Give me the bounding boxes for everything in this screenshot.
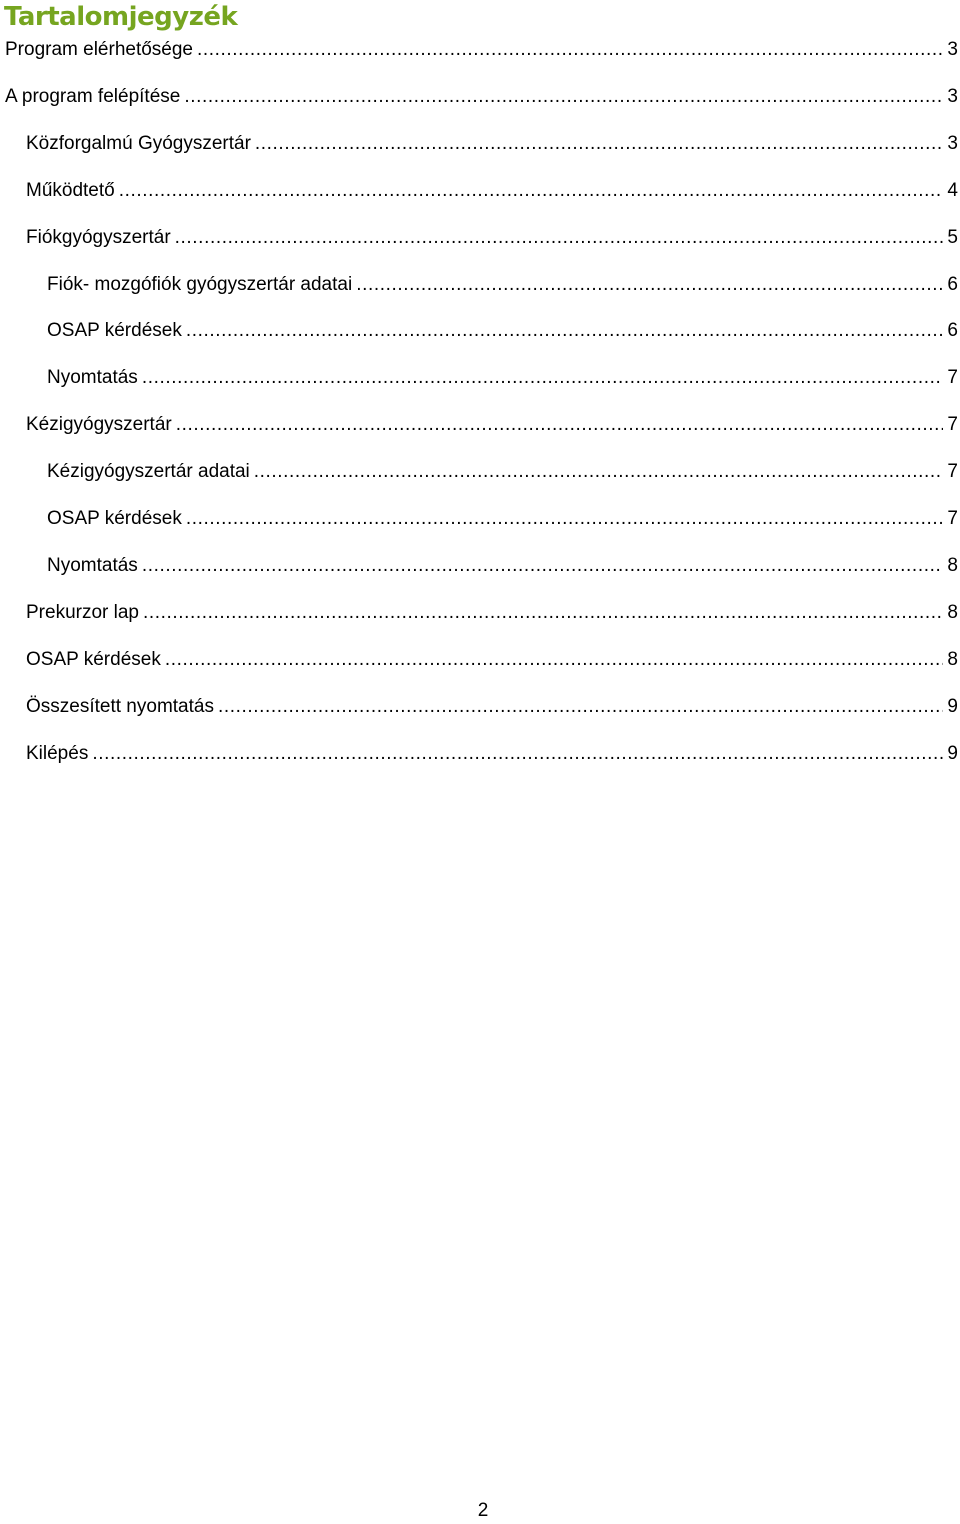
toc-entry-page: 8 [947,602,958,623]
toc-entry-exit[interactable] [26,741,958,767]
toc-entry-label: Kézigyógyszertár [26,414,172,435]
toc-entry-public-pharmacy[interactable] [26,131,958,157]
page-number: 2 [477,1500,489,1521]
toc-entry-page: 4 [947,180,958,201]
toc-entry-label: Működtető [26,180,115,201]
toc-entry-page: 9 [947,696,958,717]
toc-entry-page: 9 [947,743,958,764]
toc-entry-precursor-sheet[interactable] [26,600,958,626]
toc-entry-label: Nyomtatás [47,367,138,388]
toc-dot-leader [186,506,944,532]
toc-dot-leader [255,131,944,157]
toc-entry-label: Kézigyógyszertár adatai [47,461,250,482]
toc-entry-hand-pharmacy-data[interactable] [47,459,958,485]
toc-entry-page: 8 [947,649,958,670]
toc-entry-hand-pharmacy[interactable] [26,412,958,438]
toc-dot-leader [176,412,944,438]
toc-dot-leader [254,459,944,485]
toc-entry-page: 8 [947,555,958,576]
toc-title: Tartalomjegyzék [4,2,238,32]
toc-dot-leader [356,272,943,298]
toc-entry-page: 7 [947,414,958,435]
toc-entry-operator[interactable] [26,178,958,204]
toc-entry-label: Összesített nyomtatás [26,696,214,717]
toc-entry-label: OSAP kérdések [26,649,161,670]
toc-entry-page: 7 [947,508,958,529]
toc-entry-page: 6 [947,274,958,295]
toc-entry-page: 5 [947,227,958,248]
toc-entry-label: Közforgalmú Gyógyszertár [26,133,251,154]
toc-dot-leader [92,741,943,767]
toc-entry-osap-questions[interactable] [26,647,958,673]
toc-dot-leader [143,600,943,626]
toc-entry-program-structure[interactable] [5,84,958,110]
toc-entry-page: 3 [947,39,958,60]
toc-entry-page: 3 [947,86,958,107]
toc-entry-osap-questions-hand[interactable] [47,506,958,532]
toc-dot-leader [184,84,943,110]
toc-dot-leader [218,694,943,720]
toc-entry-summary-printing[interactable] [26,694,958,720]
toc-entry-printing-branch[interactable] [47,365,958,391]
toc-dot-leader [186,318,944,344]
toc-entry-label: A program felépítése [5,86,181,107]
toc-entry-printing-hand[interactable] [47,553,958,579]
toc-entry-label: Nyomtatás [47,555,138,576]
toc-dot-leader [165,647,944,673]
toc-entry-page: 6 [947,320,958,341]
toc-dot-leader [142,553,944,579]
toc-dot-leader [175,225,944,251]
toc-entry-page: 3 [947,133,958,154]
toc-entry-osap-questions-branch[interactable] [47,318,958,344]
toc-entry-label: OSAP kérdések [47,508,182,529]
toc-dot-leader [119,178,944,204]
toc-entry-branch-pharmacy-data[interactable] [47,272,958,298]
toc-entry-label: Prekurzor lap [26,602,139,623]
toc-entry-page: 7 [947,367,958,388]
toc-entry-label: OSAP kérdések [47,320,182,341]
toc-entry-label: Program elérhetősége [5,39,193,60]
toc-entry-program-access[interactable] [5,37,958,63]
toc-entry-branch-pharmacy[interactable] [26,225,958,251]
toc-entry-label: Fiók- mozgófiók gyógyszertár adatai [47,274,353,295]
toc-dot-leader [142,365,944,391]
toc-entry-label: Kilépés [26,743,89,764]
toc-entry-page: 7 [947,461,958,482]
toc-entry-label: Fiókgyógyszertár [26,227,171,248]
toc-dot-leader [197,37,943,63]
